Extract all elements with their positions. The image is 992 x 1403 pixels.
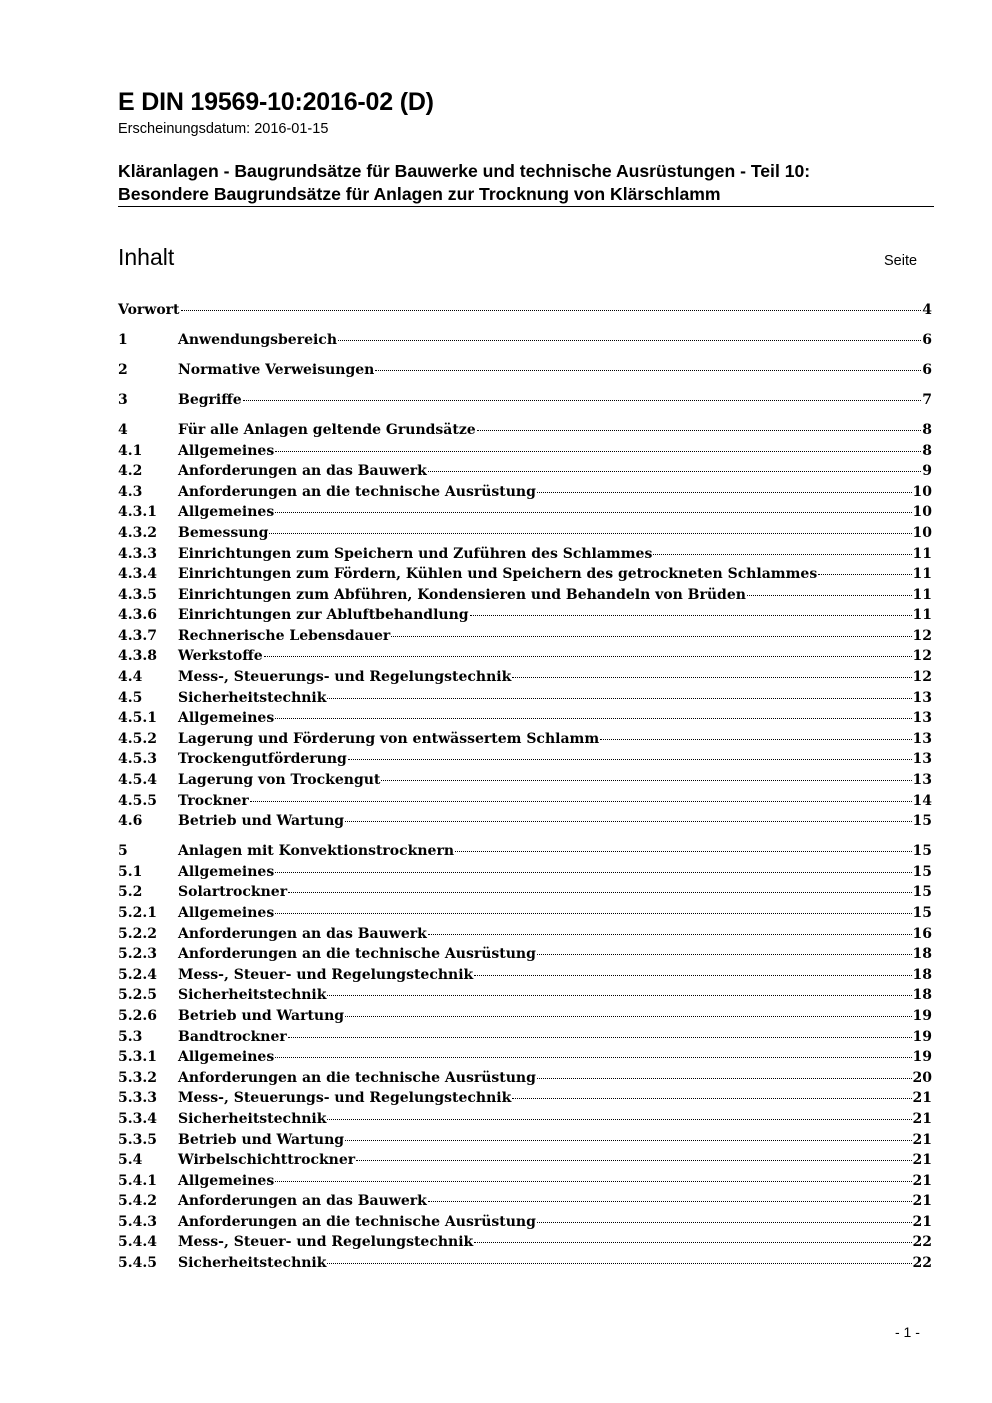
toc-entry-page: 10 <box>912 524 932 541</box>
toc-entry[interactable] <box>118 360 932 381</box>
toc-entry-number: 4.5.3 <box>118 751 157 768</box>
toc-dot-leader <box>428 471 921 472</box>
toc-entry-page: 10 <box>912 504 932 521</box>
toc-dot-leader <box>537 1222 912 1223</box>
toc-dot-leader <box>381 780 911 781</box>
toc-dot-leader <box>275 718 911 719</box>
toc-entry-page: 21 <box>912 1193 932 1210</box>
table-of-contents <box>118 300 932 1274</box>
toc-entry-number: 4.6 <box>118 813 143 830</box>
toc-entry-page: 18 <box>912 946 932 963</box>
toc-dot-leader <box>275 913 911 914</box>
toc-dot-leader <box>747 595 912 596</box>
toc-entry-title: Anforderungen an das Bauwerk <box>178 925 427 942</box>
toc-entry-page: 8 <box>922 442 932 459</box>
toc-entry-page: 13 <box>912 730 932 747</box>
toc-dot-leader <box>181 310 922 311</box>
toc-entry-title: Anwendungsbereich <box>178 331 337 348</box>
toc-entry-number: 4.3.3 <box>118 545 157 562</box>
page-number: - 1 - <box>895 1324 920 1340</box>
toc-dot-leader <box>275 512 911 513</box>
document-title-line-1: Kläranlagen - Baugrundsätze für Bauwerke und technische Ausrüstungen - Teil 10: <box>118 161 811 181</box>
toc-dot-leader <box>275 451 921 452</box>
toc-dot-leader <box>537 1078 912 1079</box>
toc-entry-number: 4 <box>118 421 128 438</box>
toc-entry-title: Allgemeines <box>178 1172 275 1189</box>
toc-entry-page: 14 <box>912 792 932 809</box>
toc-entry[interactable] <box>118 770 932 791</box>
toc-entry-page: 19 <box>912 1007 932 1024</box>
toc-dot-leader <box>269 533 911 534</box>
toc-entry-number: 1 <box>118 331 128 348</box>
toc-entry-page: 11 <box>912 607 932 624</box>
toc-entry-page: 15 <box>912 813 932 830</box>
toc-entry-page: 18 <box>912 966 932 983</box>
toc-entry-number: 4.3.8 <box>118 648 157 665</box>
toc-entry-title: Lagerung von Trockengut <box>178 772 381 789</box>
toc-entry-number: 4.3.6 <box>118 607 157 624</box>
toc-entry[interactable] <box>118 1006 932 1027</box>
toc-entry-number: 5.4.5 <box>118 1255 157 1272</box>
toc-entry-number: 5.4.2 <box>118 1193 157 1210</box>
toc-entry-number: 5 <box>118 843 128 860</box>
toc-entry-number: 4.3.5 <box>118 586 157 603</box>
toc-dot-leader <box>275 1057 911 1058</box>
toc-dot-leader <box>250 801 912 802</box>
toc-entry-number: 4.5.4 <box>118 772 157 789</box>
toc-dot-leader <box>275 1181 911 1182</box>
toc-entry-title: Lagerung und Förderung von entwässertem Schlamm <box>178 730 600 747</box>
toc-dot-leader <box>243 400 922 401</box>
toc-entry-page: 22 <box>912 1234 932 1251</box>
toc-dot-leader <box>455 851 912 852</box>
toc-entry-title: Anforderungen an das Bauwerk <box>178 463 427 480</box>
toc-dot-leader <box>375 370 921 371</box>
toc-dot-leader <box>275 872 911 873</box>
toc-entry-page: 12 <box>912 669 932 686</box>
toc-entry-number: 5.2.6 <box>118 1007 157 1024</box>
toc-entry-number: 4.5.5 <box>118 792 157 809</box>
toc-entry-page: 12 <box>912 627 932 644</box>
toc-entry-page: 21 <box>912 1172 932 1189</box>
toc-page-label: Seite <box>884 253 918 269</box>
toc-entry-number: 4.4 <box>118 669 143 686</box>
toc-entry-page: 21 <box>912 1213 932 1230</box>
toc-entry-title: Einrichtungen zum Abführen, Kondensieren und Behandeln von Brüden <box>178 586 746 603</box>
toc-entry-number: 4.5.1 <box>118 710 157 727</box>
toc-entry-page: 7 <box>922 391 932 408</box>
toc-entry-title: Vorwort <box>118 302 180 318</box>
toc-entry-title: Allgemeines <box>178 863 275 880</box>
toc-entry-number: 5.3.5 <box>118 1131 157 1148</box>
toc-entry-page: 16 <box>912 925 932 942</box>
title-divider <box>118 206 934 207</box>
toc-entry-title: Betrieb und Wartung <box>178 1131 345 1148</box>
toc-entry[interactable] <box>118 646 932 667</box>
toc-entry-number: 5.3 <box>118 1028 143 1045</box>
toc-entry-title: Wirbelschichttrockner <box>178 1152 356 1169</box>
toc-entry[interactable] <box>118 1109 932 1130</box>
toc-dot-leader <box>264 656 912 657</box>
toc-entry[interactable] <box>118 564 932 585</box>
toc-entry-page: 22 <box>912 1255 932 1272</box>
toc-entry-title: Für alle Anlagen geltende Grundsätze <box>178 421 476 438</box>
toc-entry-number: 2 <box>118 361 128 378</box>
toc-entry-title: Allgemeines <box>178 442 275 459</box>
toc-entry[interactable] <box>118 862 932 883</box>
toc-entry[interactable] <box>118 749 932 770</box>
toc-entry[interactable] <box>118 626 932 647</box>
toc-dot-leader <box>288 892 911 893</box>
toc-entry-title: Allgemeines <box>178 1049 275 1066</box>
toc-entry-title: Anforderungen an das Bauwerk <box>178 1193 427 1210</box>
toc-dot-leader <box>338 340 921 341</box>
toc-dot-leader <box>345 1016 911 1017</box>
toc-entry[interactable] <box>118 1130 932 1151</box>
toc-entry-number: 4.3.7 <box>118 627 157 644</box>
toc-entry[interactable] <box>118 420 932 441</box>
toc-entry[interactable] <box>118 605 932 626</box>
toc-entry-page: 21 <box>912 1152 932 1169</box>
document-title <box>118 160 936 206</box>
toc-entry-number: 5.4.1 <box>118 1172 157 1189</box>
toc-entry-title: Mess-, Steuer- und Regelungstechnik <box>178 966 474 983</box>
toc-entry-title: Einrichtungen zum Speichern und Zuführen des Schlammes <box>178 545 653 562</box>
toc-entry-title: Sicherheitstechnik <box>178 1110 327 1127</box>
toc-entry-title: Betrieb und Wartung <box>178 813 345 830</box>
toc-dot-leader <box>512 677 911 678</box>
toc-entry[interactable] <box>118 688 932 709</box>
toc-entry-number: 4.3 <box>118 483 143 500</box>
toc-entry-title: Sicherheitstechnik <box>178 689 327 706</box>
toc-entry-number: 5.3.4 <box>118 1110 157 1127</box>
toc-entry-number: 5.2.1 <box>118 904 157 921</box>
toc-entry-number: 5.4.3 <box>118 1213 157 1230</box>
toc-entry-page: 20 <box>912 1069 932 1086</box>
toc-entry-title: Allgemeines <box>178 504 275 521</box>
toc-dot-leader <box>288 1037 912 1038</box>
toc-entry-title: Werkstoffe <box>178 648 263 665</box>
toc-entry-number: 5.2.3 <box>118 946 157 963</box>
toc-dot-leader <box>474 1242 911 1243</box>
toc-entry-number: 5.3.2 <box>118 1069 157 1086</box>
toc-dot-leader <box>537 492 912 493</box>
toc-entry-number: 4.2 <box>118 463 143 480</box>
toc-entry-title: Sicherheitstechnik <box>178 1255 327 1272</box>
toc-dot-leader <box>327 1119 911 1120</box>
toc-entry[interactable] <box>118 1253 932 1274</box>
toc-entry-page: 11 <box>912 566 932 583</box>
toc-entry-title: Einrichtungen zur Abluftbehandlung <box>178 607 469 624</box>
toc-entry-number: 4.3.4 <box>118 566 157 583</box>
toc-entry-number: 5.3.1 <box>118 1049 157 1066</box>
publication-date: Erscheinungsdatum: 2016-01-15 <box>118 121 329 137</box>
toc-entry-title: Anforderungen an die technische Ausrüstung <box>178 1213 536 1230</box>
toc-entry-title: Trockengutförderung <box>178 751 347 768</box>
toc-entry-page: 19 <box>912 1049 932 1066</box>
toc-entry[interactable] <box>118 1212 932 1233</box>
toc-entry-page: 11 <box>912 586 932 603</box>
toc-entry[interactable] <box>118 523 932 544</box>
toc-entry-page: 13 <box>912 772 932 789</box>
toc-entry-number: 5.4.4 <box>118 1234 157 1251</box>
toc-entry-title: Mess-, Steuer- und Regelungstechnik <box>178 1234 474 1251</box>
toc-entry-page: 13 <box>912 751 932 768</box>
toc-entry-number: 5.2 <box>118 884 143 901</box>
toc-entry[interactable] <box>118 791 932 812</box>
toc-dot-leader <box>327 698 911 699</box>
toc-entry-page: 19 <box>912 1028 932 1045</box>
toc-entry[interactable] <box>118 1047 932 1068</box>
toc-entry[interactable] <box>118 903 932 924</box>
toc-dot-leader <box>470 615 912 616</box>
toc-entry-page: 15 <box>912 843 932 860</box>
toc-entry-page: 21 <box>912 1131 932 1148</box>
toc-dot-leader <box>428 1201 912 1202</box>
toc-entry-number: 5.3.3 <box>118 1090 157 1107</box>
toc-entry-title: Mess-, Steuerungs- und Regelungstechnik <box>178 1090 512 1107</box>
toc-entry-title: Begriffe <box>178 391 242 408</box>
toc-entry-title: Normative Verweisungen <box>178 361 375 378</box>
toc-entry-page: 6 <box>922 361 932 378</box>
toc-entry-number: 4.5.2 <box>118 730 157 747</box>
document-id: E DIN 19569-10:2016-02 (D) <box>118 88 434 116</box>
toc-entry[interactable] <box>118 729 932 750</box>
toc-entry[interactable] <box>118 924 932 945</box>
toc-entry-page: 6 <box>922 331 932 348</box>
toc-entry[interactable] <box>118 502 932 523</box>
toc-entry[interactable] <box>118 441 932 462</box>
toc-entry-number: 4.5 <box>118 689 143 706</box>
toc-dot-leader <box>537 954 912 955</box>
toc-entry[interactable] <box>118 1232 932 1253</box>
toc-entry-title: Anforderungen an die technische Ausrüstung <box>178 946 536 963</box>
toc-entry-number: 4.3.2 <box>118 524 157 541</box>
toc-entry[interactable] <box>118 708 932 729</box>
toc-entry-number: 5.2.5 <box>118 987 157 1004</box>
toc-entry[interactable] <box>118 841 932 862</box>
toc-dot-leader <box>327 995 911 996</box>
toc-entry-page: 10 <box>912 483 932 500</box>
toc-entry[interactable] <box>118 1027 932 1048</box>
toc-entry-page: 21 <box>912 1090 932 1107</box>
toc-entry-page: 21 <box>912 1110 932 1127</box>
toc-dot-leader <box>327 1263 911 1264</box>
toc-entry[interactable] <box>118 1068 932 1089</box>
toc-entry[interactable] <box>118 330 932 351</box>
toc-entry[interactable] <box>118 1171 932 1192</box>
toc-entry-page: 9 <box>922 463 932 480</box>
toc-dot-leader <box>653 554 911 555</box>
toc-entry[interactable] <box>118 944 932 965</box>
toc-entry[interactable] <box>118 390 932 411</box>
toc-entry-page: 13 <box>912 689 932 706</box>
toc-entry-title: Mess-, Steuerungs- und Regelungstechnik <box>178 669 512 686</box>
toc-entry-number: 5.2.4 <box>118 966 157 983</box>
toc-dot-leader <box>474 975 911 976</box>
toc-entry-title: Anforderungen an die technische Ausrüstung <box>178 483 536 500</box>
toc-dot-leader <box>512 1098 911 1099</box>
toc-dot-leader <box>428 934 912 935</box>
toc-entry-page: 15 <box>912 863 932 880</box>
toc-entry-page: 13 <box>912 710 932 727</box>
toc-entry[interactable] <box>118 965 932 986</box>
toc-dot-leader <box>356 1160 911 1161</box>
toc-dot-leader <box>477 430 922 431</box>
toc-entry-number: 5.4 <box>118 1152 143 1169</box>
toc-entry[interactable] <box>118 482 932 503</box>
toc-dot-leader <box>391 636 911 637</box>
toc-entry[interactable] <box>118 1088 932 1109</box>
document-title-line-2: Besondere Baugrundsätze für Anlagen zur Trocknung von Klärschlamm <box>118 184 721 204</box>
toc-entry[interactable] <box>118 1150 932 1171</box>
toc-entry-number: 5.1 <box>118 863 143 880</box>
toc-entry-number: 4.1 <box>118 442 143 459</box>
toc-dot-leader <box>348 759 912 760</box>
toc-entry[interactable] <box>118 585 932 606</box>
toc-entry-title: Einrichtungen zum Fördern, Kühlen und Speichern des getrockneten Schlammes <box>178 566 818 583</box>
toc-entry[interactable] <box>118 985 932 1006</box>
toc-entry-page: 12 <box>912 648 932 665</box>
toc-dot-leader <box>818 574 911 575</box>
toc-entry-title: Solartrockner <box>178 884 288 901</box>
toc-entry-page: 11 <box>912 545 932 562</box>
toc-entry-page: 8 <box>922 421 932 438</box>
toc-entry-title: Sicherheitstechnik <box>178 987 327 1004</box>
toc-entry-page: 15 <box>912 884 932 901</box>
toc-entry-title: Bandtrockner <box>178 1028 287 1045</box>
toc-entry[interactable] <box>118 667 932 688</box>
toc-entry[interactable] <box>118 544 932 565</box>
toc-entry[interactable] <box>118 882 932 903</box>
toc-entry[interactable] <box>118 811 932 832</box>
toc-entry[interactable] <box>118 300 932 321</box>
toc-entry-page: 18 <box>912 987 932 1004</box>
toc-dot-leader <box>600 739 911 740</box>
toc-entry-title: Trockner <box>178 792 249 809</box>
toc-dot-leader <box>345 1140 911 1141</box>
toc-entry[interactable] <box>118 1191 932 1212</box>
toc-dot-leader <box>345 821 911 822</box>
toc-entry-title: Rechnerische Lebensdauer <box>178 627 391 644</box>
toc-entry-title: Betrieb und Wartung <box>178 1007 345 1024</box>
toc-entry-title: Bemessung <box>178 524 269 541</box>
toc-entry[interactable] <box>118 461 932 482</box>
toc-entry-title: Allgemeines <box>178 904 275 921</box>
toc-entry-number: 3 <box>118 391 128 408</box>
toc-entry-page: 15 <box>912 904 932 921</box>
toc-entry-page: 4 <box>922 302 932 318</box>
toc-heading: Inhalt <box>118 244 175 270</box>
toc-entry-number: 5.2.2 <box>118 925 157 942</box>
toc-entry-title: Anlagen mit Konvektionstrocknern <box>178 843 455 860</box>
toc-entry-title: Allgemeines <box>178 710 275 727</box>
toc-entry-number: 4.3.1 <box>118 504 157 521</box>
toc-entry-title: Anforderungen an die technische Ausrüstung <box>178 1069 536 1086</box>
